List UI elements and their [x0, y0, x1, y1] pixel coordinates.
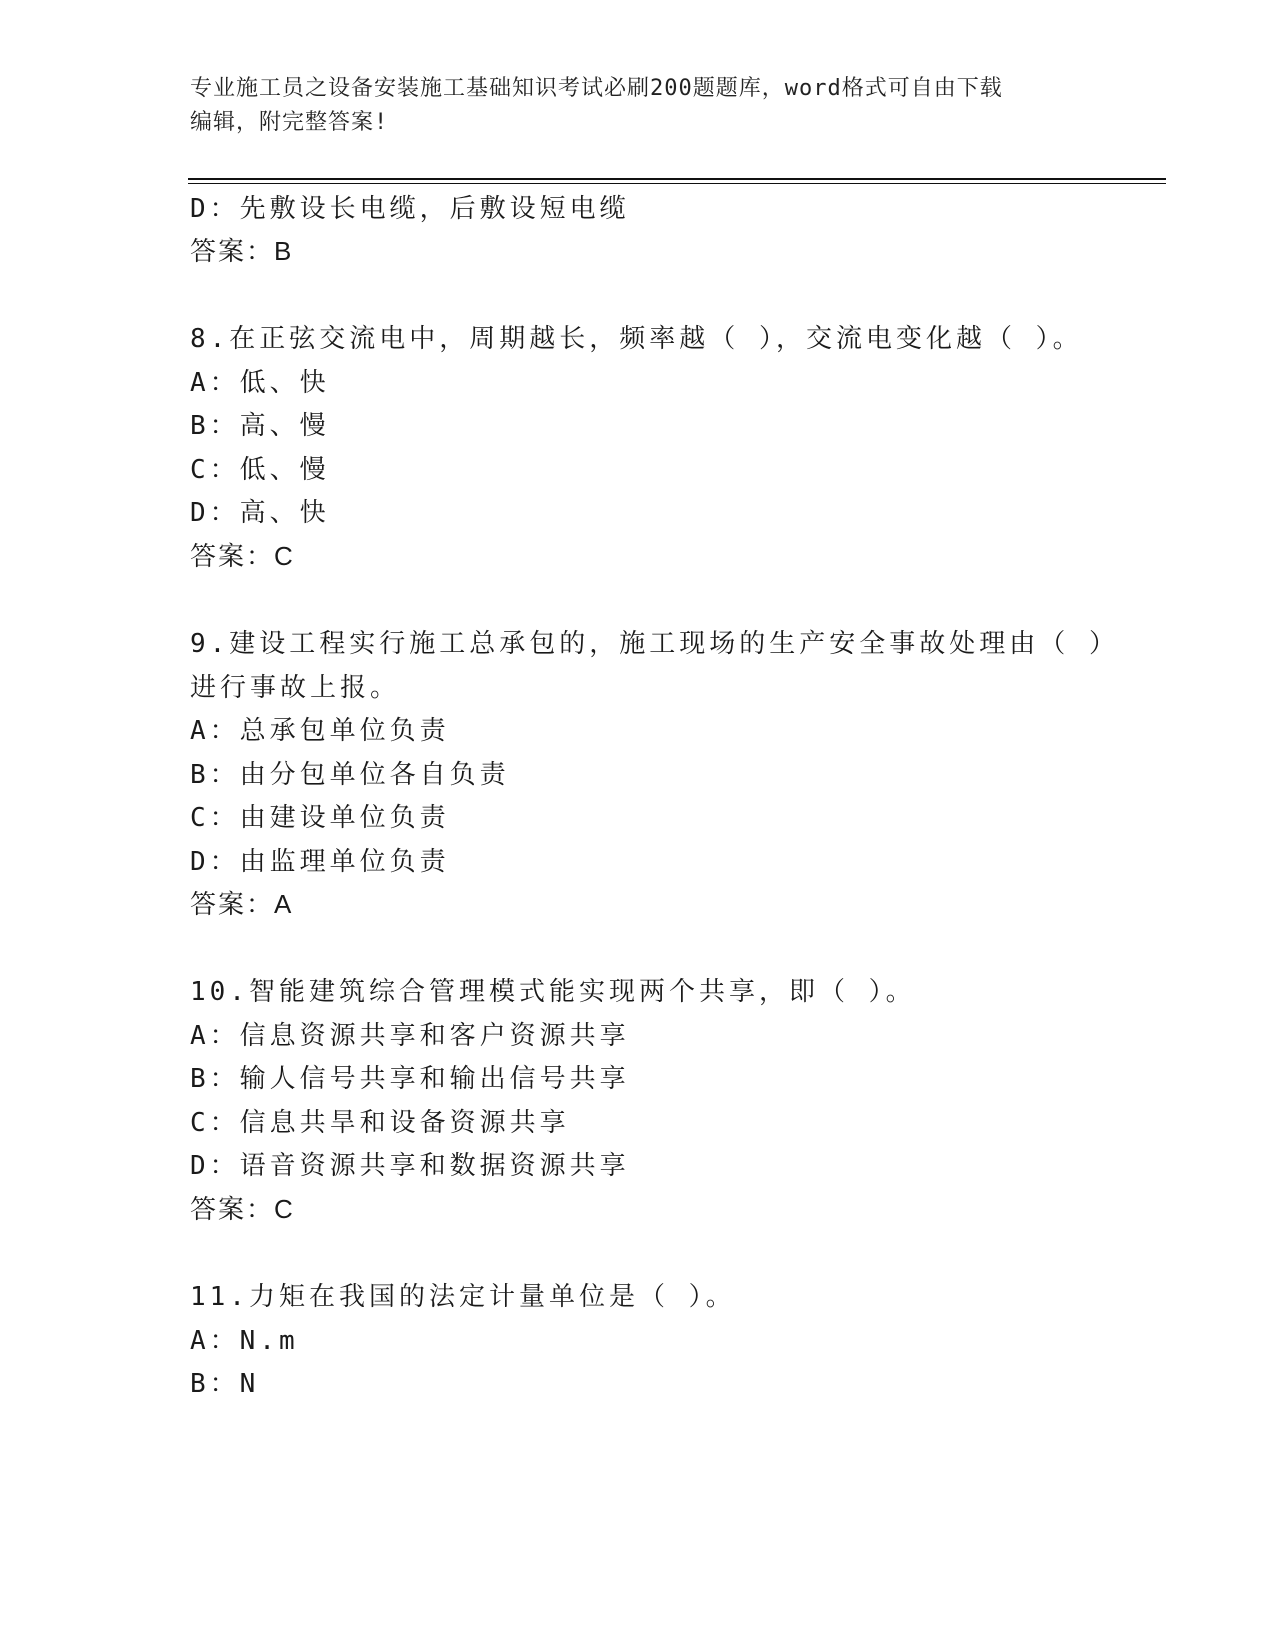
q8-option-c: C：低、慢	[190, 455, 330, 485]
q8-option-a: A：低、快	[190, 368, 330, 398]
q9-option-b: B：由分包单位各自负责	[190, 760, 510, 790]
q9-option-d: D：由监理单位负责	[190, 847, 450, 877]
q10-option-d: D：语音资源共享和数据资源共享	[190, 1151, 630, 1181]
q10-question: 10.智能建筑综合管理模式能实现两个共享，即（ ）。	[190, 977, 916, 1007]
q8-option-d: D：高、快	[190, 498, 330, 528]
answer-label: 答案：	[190, 236, 275, 266]
q9-option-a: A：总承包单位负责	[190, 716, 450, 746]
q10-option-b: B：输人信号共享和输出信号共享	[190, 1064, 630, 1094]
header-title-line2: 编辑，附完整答案!	[190, 110, 389, 135]
q10-answer	[190, 1189, 294, 1226]
q9-question-line1: 9.建设工程实行施工总承包的，施工现场的生产安全事故处理由（ ）	[190, 629, 1119, 659]
answer-value: C	[274, 1194, 294, 1224]
prev-option-d: D：先敷设长电缆，后敷设短电缆	[190, 194, 630, 224]
q8-answer	[190, 536, 294, 573]
answer-value: C	[274, 541, 294, 571]
q9-question-line2: 进行事故上报。	[190, 673, 401, 703]
header-divider	[188, 178, 1166, 184]
q10-option-a: A：信息资源共享和客户资源共享	[190, 1021, 630, 1051]
prev-answer	[190, 231, 292, 268]
q11-question: 11.力矩在我国的法定计量单位是（ ）。	[190, 1282, 736, 1312]
q11-option-a: A：N.m	[190, 1326, 299, 1356]
answer-label: 答案：	[190, 889, 275, 919]
q8-option-b: B：高、慢	[190, 411, 330, 441]
answer-value: A	[274, 889, 293, 919]
q10-option-c: C：信息共旱和设备资源共享	[190, 1108, 570, 1138]
answer-label: 答案：	[190, 541, 275, 571]
answer-value: B	[274, 236, 293, 266]
answer-label: 答案：	[190, 1194, 275, 1224]
q11-option-b: B：N	[190, 1369, 260, 1399]
q8-question: 8.在正弦交流电中，周期越长，频率越（ ），交流电变化越（ ）。	[190, 324, 1083, 354]
document-header	[190, 72, 1090, 140]
q9-answer	[190, 884, 292, 921]
q9-option-c: C：由建设单位负责	[190, 803, 450, 833]
header-title-line1: 专业施工员之设备安装施工基础知识考试必刷200题题库，word格式可自由下载	[190, 76, 1003, 101]
